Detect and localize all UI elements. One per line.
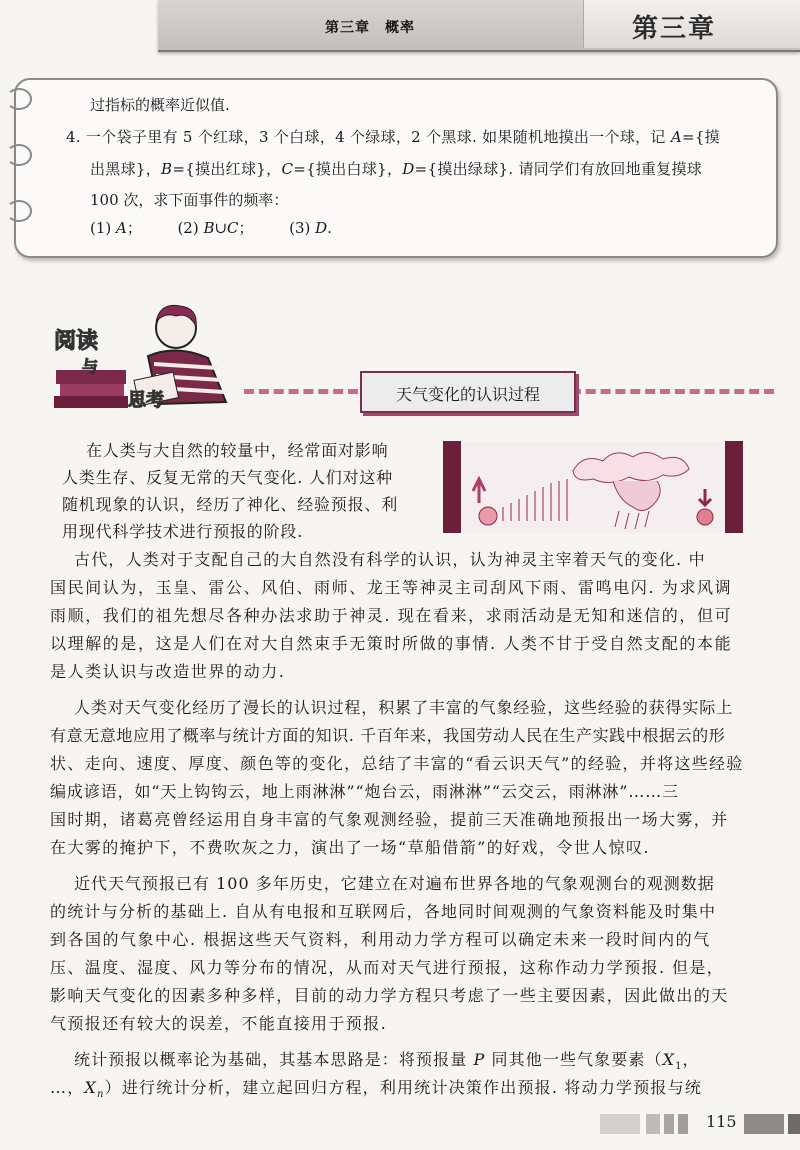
footer-bars bbox=[600, 1108, 800, 1138]
paragraph-4-line: 影响天气变化的因素多种多样，目前的动力学方程只考虑了一些主要因素，因此做出的天 bbox=[50, 986, 729, 1005]
weather-illustration bbox=[443, 441, 743, 533]
reading-title: 天气变化的认识过程 bbox=[395, 385, 540, 404]
paragraph-1-line: 用现代科学技术进行预报的阶段. bbox=[62, 522, 304, 541]
reading-boy-illustration bbox=[48, 298, 248, 413]
svg-text:思考: 思考 bbox=[128, 390, 164, 411]
exercise-4-line-2: 出黑球}，B={摸出红球}，C={摸出白球}，D={摸出绿球}. 请同学们有放回地重复摸球 bbox=[90, 160, 703, 178]
paragraph-3-line: 有意无意地应用了概率与统计方面的知识. 千百年来，我国劳动人民在生产实践中根据云的形 bbox=[50, 726, 726, 745]
exercise-4-line-1: 4. 一个袋子里有 5 个红球，3 个白球，4 个绿球，2 个黑球. 如果随机地摸出一个球，记 A={摸 bbox=[66, 128, 720, 146]
paragraph-2-line: 是人类认识与改造世界的动力. bbox=[50, 662, 286, 681]
svg-text:与: 与 bbox=[82, 357, 99, 376]
binder-ring-icon bbox=[6, 88, 32, 110]
chapter-tab-title: 第三章 bbox=[632, 14, 717, 44]
paragraph-1-line: 随机现象的认识，经历了神化、经验预报、利 bbox=[62, 495, 399, 514]
paragraph-3-line: 国时期，诸葛亮曾经运用自身丰富的气象观测经验，提前三天准确地预报出一场大雾，并 bbox=[50, 810, 729, 829]
binder-ring-icon bbox=[6, 144, 32, 166]
paragraph-4-line: 的统计与分析的基础上. 自从有电报和互联网后，各地同时间观测的气象资料能及时集中 bbox=[50, 902, 717, 921]
paragraph-2-line: 以理解的是，这是人们在对大自然束手无策时所做的事情. 人类不甘于受自然支配的本能 bbox=[50, 634, 733, 653]
paragraph-5-line: …，$X_n$）进行统计分析，建立起回归方程，利用统计决策作出预报. 将动力学预报与统 bbox=[50, 1078, 703, 1101]
chapter-label: 第三章 概率 bbox=[325, 20, 415, 36]
paragraph-4-line: 到各国的气象中心. 根据这些天气资料，利用动力学方程可以确定未来一段时间内的气 bbox=[50, 930, 711, 949]
binder-ring-icon bbox=[6, 200, 32, 222]
exercise-line: 过指标的概率近似值. bbox=[90, 96, 230, 114]
paragraph-3-line: 在大雾的掩护下，不费吹灰之力，演出了一场“草船借箭”的好戏，令世人惊叹. bbox=[50, 838, 650, 857]
paragraph-2-line: 古代，人类对于支配自己的大自然没有科学的认识，认为神灵主宰着天气的变化. 中 bbox=[74, 550, 706, 569]
paragraph-4-line: 气预报还有较大的误差，不能直接用于预报. bbox=[50, 1014, 388, 1033]
paragraph-3-line: 人类对天气变化经历了漫长的认识过程，积累了丰富的气象经验，这些经验的获得实际上 bbox=[74, 698, 734, 717]
reading-title-box bbox=[360, 371, 576, 413]
paragraph-5-line: 统计预报以概率论为基础，其基本思路是：将预报量 P 同其他一些气象要素（$X_1$， bbox=[74, 1050, 700, 1073]
exercise-4-line-3: 100 次，求下面事件的频率： bbox=[90, 191, 289, 209]
svg-text:阅读: 阅读 bbox=[54, 329, 99, 354]
paragraph-3-line: 状、走向、速度、厚度、颜色等的变化，总结了丰富的“看云识天气”的经验，并将这些经验 bbox=[50, 754, 744, 773]
page-number: 115 bbox=[706, 1112, 737, 1131]
paragraph-4-line: 近代天气预报已有 100 多年历史，它建立在对遍布世界各地的气象观测台的观测数据 bbox=[74, 874, 715, 893]
paragraph-2-line: 国民间认为，玉皇、雷公、风伯、雨师、龙王等神灵主司刮风下雨、雷鸣电闪. 为求风调 bbox=[50, 578, 733, 597]
paragraph-1-line: 人类生存、反复无常的天气变化. 人们对这种 bbox=[62, 468, 393, 487]
exercise-box bbox=[14, 78, 778, 258]
paragraph-3-line: 编成谚语，如“天上钩钩云，地上雨淋淋”“炮台云，雨淋淋”“云交云，雨淋淋”……三 bbox=[50, 782, 680, 801]
paragraph-1-line: 在人类与大自然的较量中，经常面对影响 bbox=[86, 441, 389, 460]
paragraph-4-line: 压、温度、湿度、风力等分布的情况，从而对天气进行预报，这称作动力学预报. 但是， bbox=[50, 958, 725, 977]
paragraph-2-line: 雨顺，我们的祖先想尽各种办法求助于神灵. 现在看来，求雨活动是无知和迷信的，但可 bbox=[50, 606, 733, 625]
exercise-4-questions: (1) A； (2) B∪C； (3) D. bbox=[90, 219, 332, 237]
